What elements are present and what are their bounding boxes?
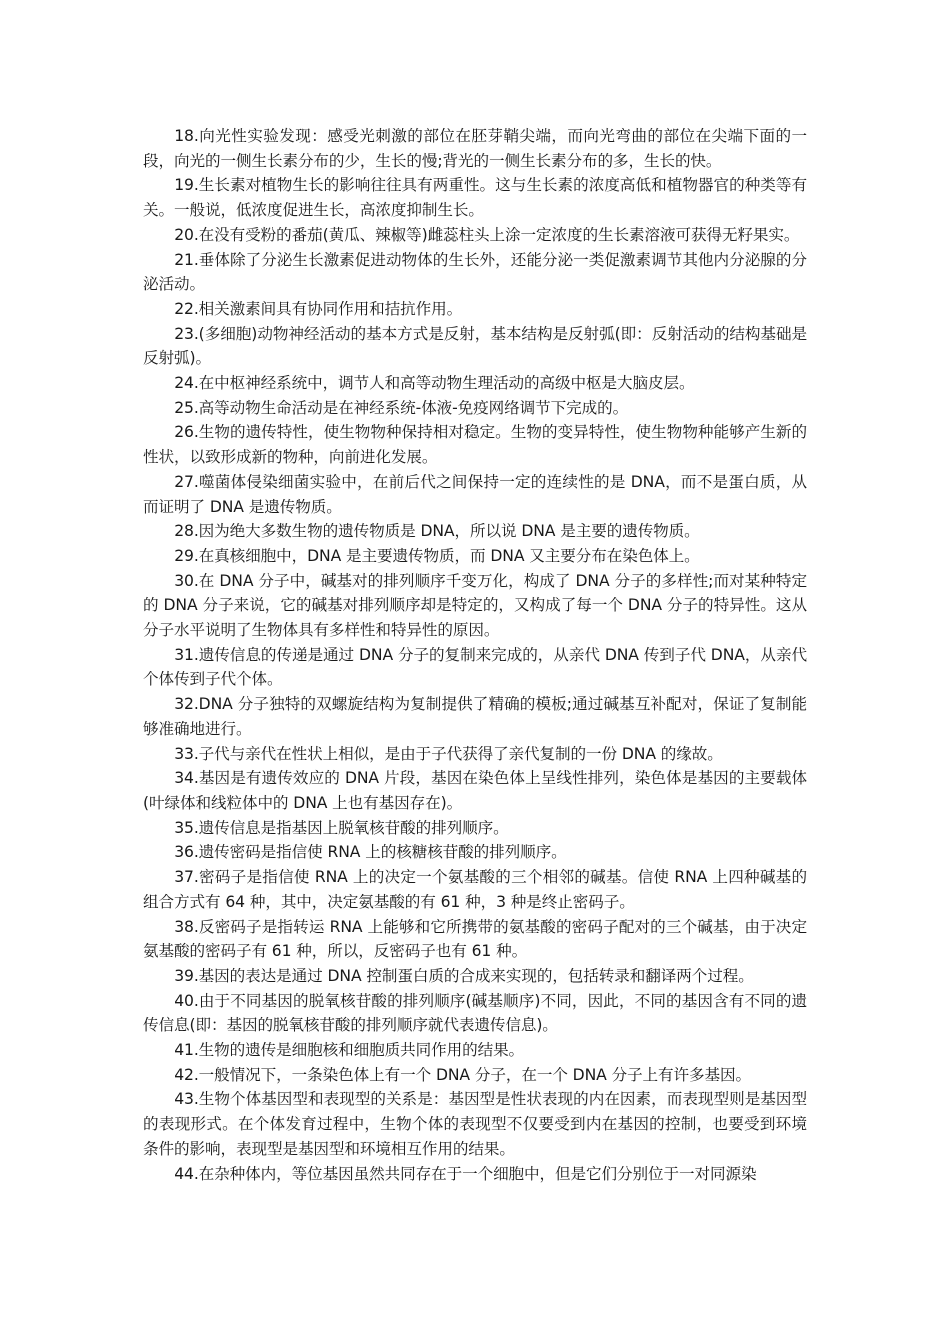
paragraph-27: 27.噬菌体侵染细菌实验中，在前后代之间保持一定的连续性的是 DNA，而不是蛋白质，从而证明了 DNA 是遗传物质。: [143, 472, 807, 516]
paragraph-18: 18.向光性实验发现：感受光刺激的部位在胚芽鞘尖端，而向光弯曲的部位在尖端下面的一段，向光的一侧生长素分布的少，生长的慢;背光的一侧生长素分布的多，生长的快。: [143, 127, 807, 170]
paragraph-22: 22.相关激素间具有协同作用和拮抗作用。: [174, 299, 463, 318]
paragraph-23: 23.(多细胞)动物神经活动的基本方式是反射，基本结构是反射弧(即：反射活动的结构基础是反射弧)。: [143, 324, 807, 368]
paragraph-26: 26.生物的遗传特性，使生物物种保持相对稳定。生物的变异特性，使生物物种能够产生新的性状，以致形成新的物种，向前进化发展。: [143, 423, 807, 467]
paragraph-33: 33.子代与亲代在性状上相似，是由于子代获得了亲代复制的一份 DNA 的缘故。: [174, 744, 723, 763]
paragraph-30: 30.在 DNA 分子中，碱基对的排列顺序千变万化，构成了 DNA 分子的多样性;而对某种特定的 DNA 分子来说，它的碱基对排列顺序却是特定的，又构成了每一个 DNA 分子的特异性。这从分子水平说明了生物体具有多样性和特异性的原因。: [143, 571, 807, 640]
paragraph-37: 37.密码子是指信使 RNA 上的决定一个氨基酸的三个相邻的碱基。信使 RNA 上四种碱基的组合方式有 64 种，其中，决定氨基酸的有 61 种，3 种是终止密码子。: [143, 868, 807, 911]
paragraph-19: 19.生长素对植物生长的影响往往具有两重性。这与生长素的浓度高低和植物器官的种类等有关。一般说，低浓度促进生长，高浓度抑制生长。: [143, 176, 807, 220]
paragraph-35: 35.遗传信息是指基因上脱氧核苷酸的排列顺序。: [174, 818, 509, 837]
paragraph-31: 31.遗传信息的传递是通过 DNA 分子的复制来完成的，从亲代 DNA 传到子代 DNA，从亲代个体传到子代个体。: [143, 645, 807, 689]
paragraph-43: 43.生物个体基因型和表现型的关系是：基因型是性状表现的内在因素，而表现型则是基因型的表现形式。在个体发育过程中，生物个体的表现型不仅要受到内在基因的控制，也要受到环境条件的影响，表现型是基因型和环境相互作用的结果。: [143, 1090, 807, 1158]
paragraph-41: 41.生物的遗传是细胞核和细胞质共同作用的结果。: [174, 1041, 525, 1060]
paragraph-36: 36.遗传密码是指信使 RNA 上的核糖核苷酸的排列顺序。: [174, 843, 567, 862]
paragraph-29: 29.在真核细胞中，DNA 是主要遗传物质，而 DNA 又主要分布在染色体上。: [174, 546, 700, 565]
paragraph-32: 32.DNA 分子独特的双螺旋结构为复制提供了精确的模板;通过碱基互补配对，保证了复制能够准确地进行。: [143, 695, 807, 738]
paragraph-34: 34.基因是有遗传效应的 DNA 片段，基因在染色体上呈线性排列，染色体是基因的主要载体(叶绿体和线粒体中的 DNA 上也有基因存在)。: [143, 769, 807, 812]
document-body: [143, 124, 807, 1186]
paragraph-25: 25.高等动物生命活动是在神经系统-体液-免疫网络调节下完成的。: [174, 398, 629, 417]
paragraph-42: 42.一般情况下，一条染色体上有一个 DNA 分子，在一个 DNA 分子上有许多基因。: [174, 1065, 752, 1084]
paragraph-40: 40.由于不同基因的脱氧核苷酸的排列顺序(碱基顺序)不同，因此，不同的基因含有不同的遗传信息(即：基因的脱氧核苷酸的排列顺序就代表遗传信息)。: [143, 991, 807, 1035]
paragraph-20: 20.在没有受粉的番茄(黄瓜、辣椒等)雌蕊柱头上涂一定浓度的生长素溶液可获得无籽果实。: [174, 225, 800, 244]
paragraph-39: 39.基因的表达是通过 DNA 控制蛋白质的合成来实现的，包括转录和翻译两个过程。: [174, 966, 754, 985]
paragraph-28: 28.因为绝大多数生物的遗传物质是 DNA，所以说 DNA 是主要的遗传物质。: [174, 522, 700, 541]
paragraph-21: 21.垂体除了分泌生长激素促进动物体的生长外，还能分泌一类促激素调节其他内分泌腺的分泌活动。: [143, 250, 807, 294]
paragraph-38: 38.反密码子是指转运 RNA 上能够和它所携带的氨基酸的密码子配对的三个碱基，由于决定氨基酸的密码子有 61 种，所以，反密码子也有 61 种。: [143, 917, 807, 961]
paragraph-24: 24.在中枢神经系统中，调节人和高等动物生理活动的高级中枢是大脑皮层。: [174, 374, 695, 393]
paragraph-44: 44.在杂种体内，等位基因虽然共同存在于一个细胞中，但是它们分别位于一对同源染: [174, 1164, 757, 1183]
